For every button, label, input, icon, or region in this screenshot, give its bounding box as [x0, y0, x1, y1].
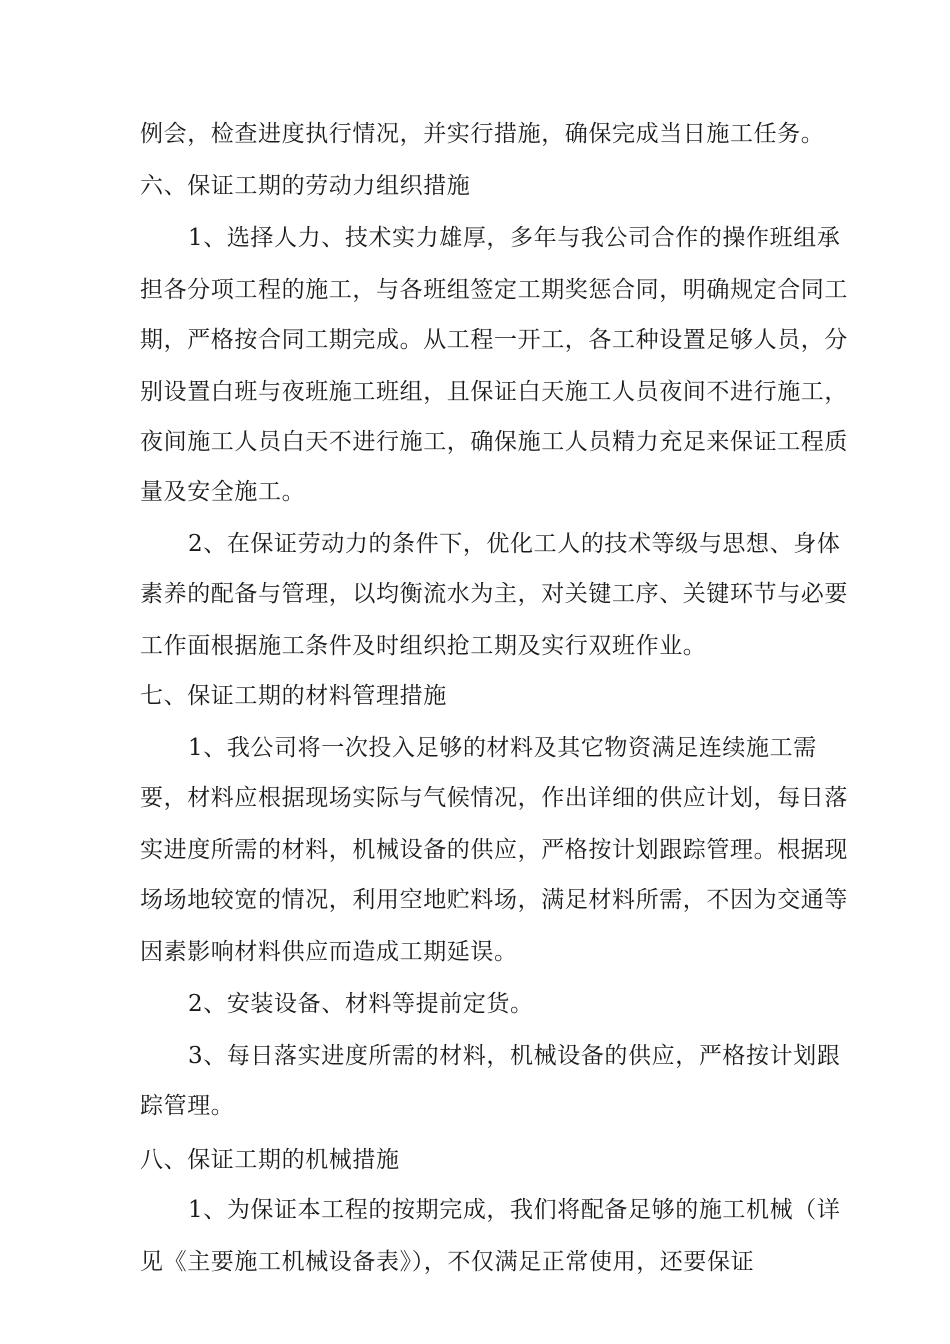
section-heading: 七、保证工期的材料管理措施	[140, 683, 447, 709]
paragraph-line: 1、选择人力、技术实力雄厚，多年与我公司合作的操作班组承	[188, 225, 841, 251]
section-heading: 六、保证工期的劳动力组织措施	[140, 173, 471, 199]
paragraph-line: 别设置白班与夜班施工班组，且保证白天施工人员夜间不进行施工，	[140, 379, 848, 405]
paragraph-line: 期，严格按合同工期完成。从工程一开工，各工种设置足够人员，分	[140, 327, 848, 353]
paragraph-line: 1、为保证本工程的按期完成，我们将配备足够的施工机械（详	[188, 1197, 841, 1223]
paragraph-line: 工作面根据施工条件及时组织抢工期及实行双班作业。	[140, 633, 707, 659]
paragraph-line: 担各分项工程的施工，与各班组签定工期奖惩合同，明确规定合同工	[140, 277, 848, 303]
paragraph-line: 实进度所需的材料，机械设备的供应，严格按计划跟踪管理。根据现	[140, 837, 848, 863]
paragraph-line: 场场地较宽的情况，利用空地贮料场，满足材料所需，不因为交通等	[140, 887, 848, 913]
paragraph-line: 1、我公司将一次投入足够的材料及其它物资满足连续施工需	[188, 735, 817, 761]
paragraph-line: 2、安装设备、材料等提前定货。	[188, 991, 534, 1017]
paragraph-line: 踪管理。	[140, 1093, 235, 1119]
paragraph-line: 例会，检查进度执行情况，并实行措施，确保完成当日施工任务。	[140, 121, 825, 147]
paragraph-line: 因素影响材料供应而造成工期延误。	[140, 939, 518, 965]
paragraph-line: 素养的配备与管理，以均衡流水为主，对关键工序、关键环节与必要	[140, 581, 848, 607]
paragraph-line: 见《主要施工机械设备表》），不仅满足正常使用，还要保证	[140, 1249, 755, 1275]
paragraph-line: 要，材料应根据现场实际与气候情况，作出详细的供应计划，每日落	[140, 785, 848, 811]
paragraph-line: 夜间施工人员白天不进行施工，确保施工人员精力充足来保证工程质	[140, 429, 848, 455]
section-heading: 八、保证工期的机械措施	[140, 1147, 400, 1173]
paragraph-line: 3、每日落实进度所需的材料，机械设备的供应，严格按计划跟	[188, 1043, 841, 1069]
paragraph-line: 量及安全施工。	[140, 479, 306, 505]
paragraph-line: 2、在保证劳动力的条件下，优化工人的技术等级与思想、身体	[188, 531, 841, 557]
